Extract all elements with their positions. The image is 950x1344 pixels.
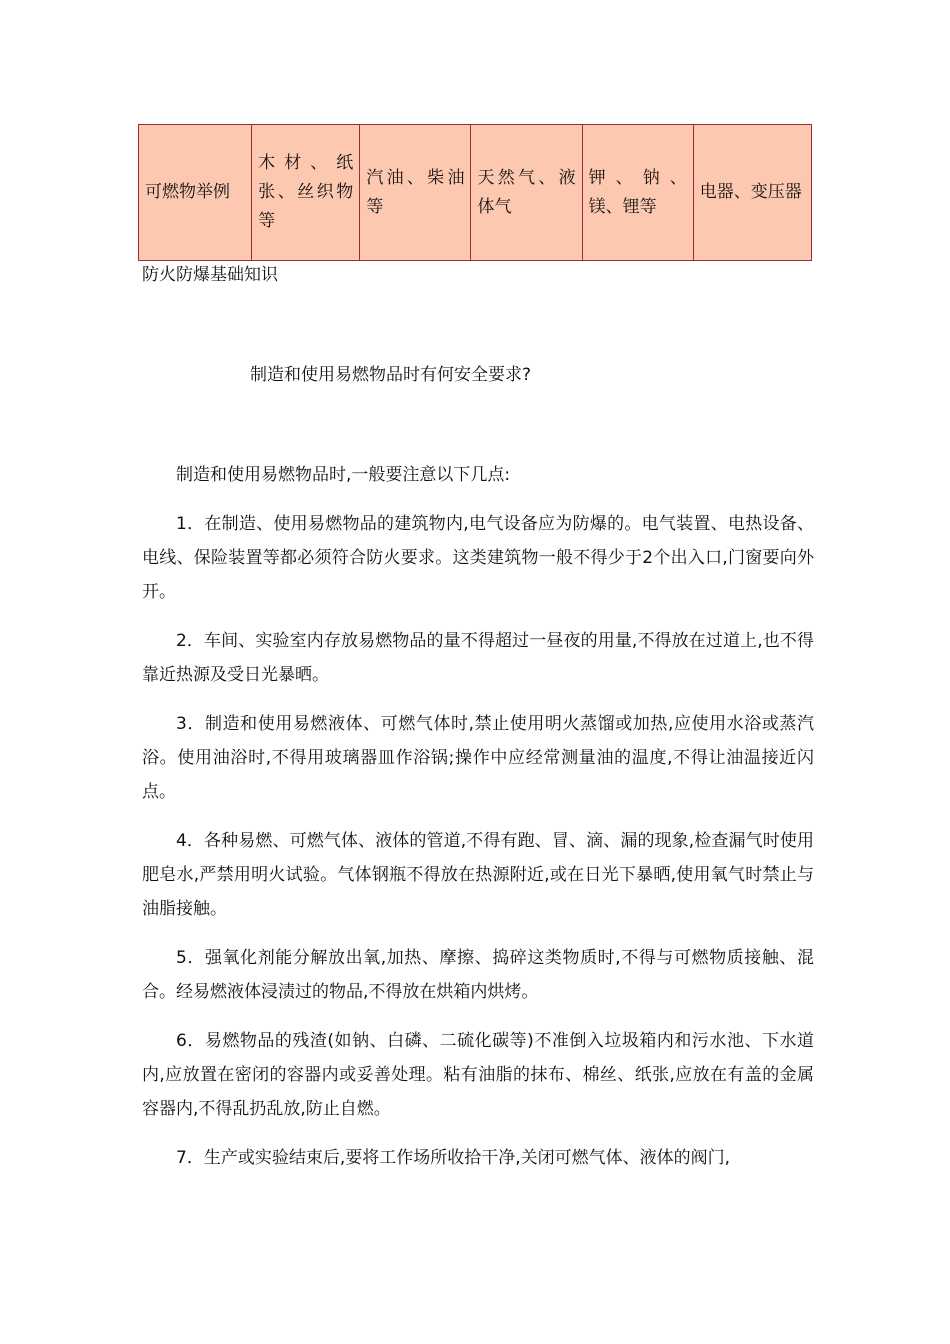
combustible-examples-table [138,124,812,261]
list-item: 6．易燃物品的残渣(如钠、白磷、二硫化碳等)不准倒入垃圾箱内和污水池、下水道内,应放置在密闭的容器内或妥善处理。粘有油脂的抹布、棉丝、纸张,应放在有盖的金属容器内,不得乱扔乱放,防止自燃。 [142,1031,814,1119]
list-item: 5．强氧化剂能分解放出氧,加热、摩擦、捣碎这类物质时,不得与可燃物质接触、混合。经易燃液体浸渍过的物品,不得放在烘箱内烘烤。 [142,948,814,1002]
table-cell-liquid: 汽油、柴油等 [360,125,471,261]
intro-paragraph: 制造和使用易燃物品时,一般要注意以下几点: [176,465,511,485]
list-item: 3．制造和使用易燃液体、可燃气体时,禁止使用明火蒸馏或加热,应使用水浴或蒸汽浴。使用油浴时,不得用玻璃器皿作浴锅;操作中应经常测量油的温度,不得让油温接近闪点。 [142,714,814,802]
table-cell-metal: 钾、钠、镁、锂等 [582,125,693,261]
list-item: 7．生产或实验结束后,要将工作场所收拾干净,关闭可燃气体、液体的阀门, [176,1148,731,1168]
table-cell-solid: 木材、纸张、丝织物等 [252,125,360,261]
table-cell-gas: 天然气、液体气 [471,125,582,261]
list-item: 4．各种易燃、可燃气体、液体的管道,不得有跑、冒、滴、漏的现象,检查漏气时使用肥皂水,严禁用明火试验。气体钢瓶不得放在热源附近,或在日光下暴晒,使用氧气时禁止与油脂接触。 [142,831,814,919]
table-row [139,125,812,261]
document-body [142,458,814,1190]
list-item: 1．在制造、使用易燃物品的建筑物内,电气设备应为防爆的。电气装置、电热设备、电线、保险装置等都必须符合防火要求。这类建筑物一般不得少于2个出入口,门窗要向外开。 [142,514,814,602]
list-item: 2．车间、实验室内存放易燃物品的量不得超过一昼夜的用量,不得放在过道上,也不得靠近热源及受日光暴晒。 [142,631,814,685]
table-cell-electrical: 电器、变压器 [693,125,811,261]
section-title: 防火防爆基础知识 [142,265,278,285]
table-row-label: 可燃物举例 [139,125,252,261]
question-heading: 制造和使用易燃物品时有何安全要求? [250,365,532,385]
